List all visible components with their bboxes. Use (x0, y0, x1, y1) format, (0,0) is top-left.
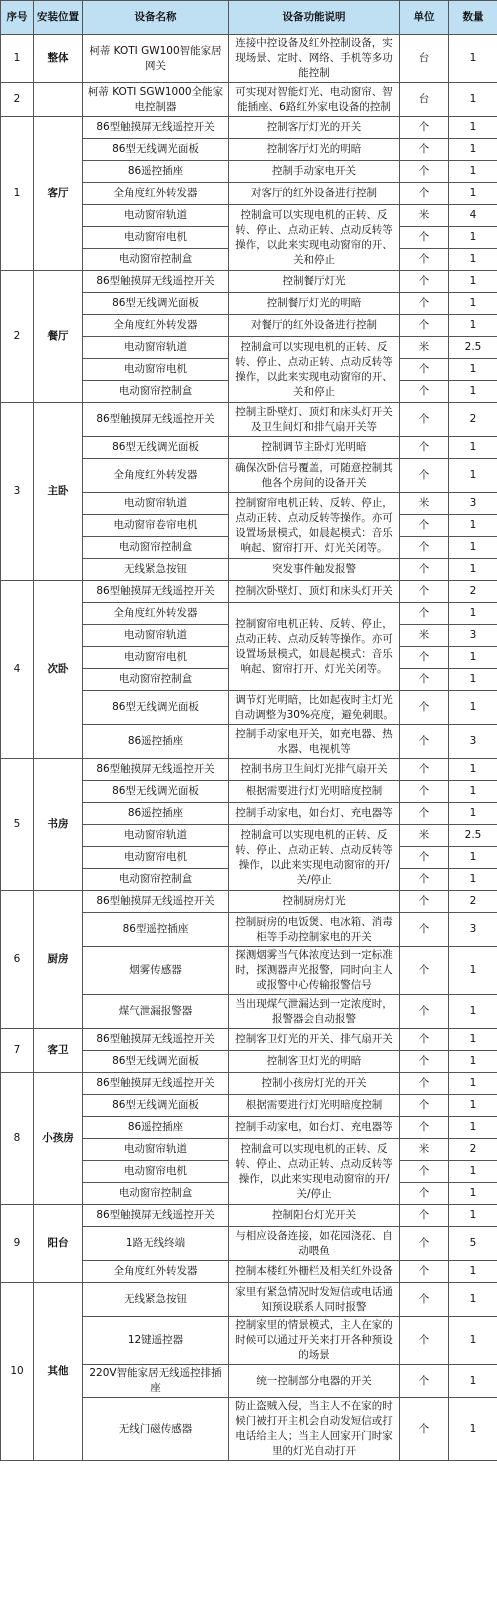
quantity: 1 (449, 559, 497, 581)
device-name: 电动窗帘电机 (83, 227, 229, 249)
quantity: 1 (449, 437, 497, 459)
install-location: 次卧 (34, 581, 83, 759)
device-function: 控制盒可以实现电机的正转、反转、停止、点动正转、点动反转等操作，以此来实现电动窗帘的开/关/停止 (229, 1139, 400, 1205)
unit: 个 (400, 759, 449, 781)
unit: 米 (400, 1139, 449, 1161)
header-unit: 单位 (400, 1, 449, 35)
device-function: 控制小孩房灯光的开关 (229, 1073, 400, 1095)
row-number: 2 (1, 271, 34, 403)
quantity: 1 (449, 1117, 497, 1139)
quantity: 2.5 (449, 337, 497, 359)
device-function: 控制本楼红外栅栏及相关红外设备 (229, 1261, 400, 1283)
quantity: 1 (449, 1398, 497, 1461)
unit: 个 (400, 459, 449, 493)
device-function: 控制次卧壁灯、顶灯和床头灯开关 (229, 581, 400, 603)
device-name: 86型触摸屏无线遥控开关 (83, 891, 229, 913)
quantity: 1 (449, 759, 497, 781)
device-name: 全角度红外转发器 (83, 183, 229, 205)
device-name: 电动窗帘控制盒 (83, 1183, 229, 1205)
device-function: 统一控制部分电器的开关 (229, 1365, 400, 1398)
device-name: 86型无线调光面板 (83, 1051, 229, 1073)
device-name: 86型无线调光面板 (83, 139, 229, 161)
header-quantity: 数量 (449, 1, 497, 35)
row-number: 10 (1, 1283, 34, 1461)
row-number: 1 (1, 35, 34, 83)
table-row (1, 891, 497, 913)
quantity: 1 (449, 359, 497, 381)
device-name: 煤气泄漏报警器 (83, 995, 229, 1029)
unit: 个 (400, 249, 449, 271)
install-location (34, 83, 83, 117)
quantity: 2 (449, 891, 497, 913)
quantity: 1 (449, 1029, 497, 1051)
device-function: 控制客厅灯光的明暗 (229, 139, 400, 161)
device-function: 控制客厅灯光的开关 (229, 117, 400, 139)
quantity: 5 (449, 1227, 497, 1261)
quantity: 1 (449, 515, 497, 537)
table-body (1, 35, 497, 1461)
device-function: 当出现煤气泄漏达到一定浓度时，报警器会自动报警 (229, 995, 400, 1029)
quantity: 1 (449, 803, 497, 825)
device-function: 控制盒可以实现电机的正转、反转、停止、点动正转、点动反转等操作，以此来实现电动窗帘的开、关和停止 (229, 205, 400, 271)
device-name: 220V智能家居无线遥控排插座 (83, 1365, 229, 1398)
unit: 个 (400, 647, 449, 669)
quantity: 1 (449, 647, 497, 669)
device-name: 无线门磁传感器 (83, 1398, 229, 1461)
quantity: 1 (449, 249, 497, 271)
device-name: 电动窗帘电机 (83, 359, 229, 381)
device-function: 根据需要进行灯光明暗度控制 (229, 1095, 400, 1117)
device-name: 电动窗帘轨道 (83, 1139, 229, 1161)
quantity: 1 (449, 1365, 497, 1398)
unit: 个 (400, 1117, 449, 1139)
device-function: 控制主卧壁灯、顶灯和床头灯开关及卫生间灯和排气扇开关等 (229, 403, 400, 437)
device-name: 86型无线调光面板 (83, 437, 229, 459)
device-function: 家里有紧急情况时发短信或电话通知预设联系人同时报警 (229, 1283, 400, 1317)
device-name: 86遥控插座 (83, 1117, 229, 1139)
quantity: 1 (449, 35, 497, 83)
device-function: 控制调节主卧灯光明暗 (229, 437, 400, 459)
quantity: 1 (449, 161, 497, 183)
unit: 个 (400, 515, 449, 537)
unit: 个 (400, 1227, 449, 1261)
unit: 个 (400, 139, 449, 161)
device-name: 电动窗帘轨道 (83, 205, 229, 227)
device-name: 柯蒂 KOTI GW100智能家居网关 (83, 35, 229, 83)
unit: 个 (400, 437, 449, 459)
install-location: 其他 (34, 1283, 83, 1461)
device-name: 烟雾传感器 (83, 947, 229, 995)
unit: 个 (400, 1205, 449, 1227)
table-row (1, 1205, 497, 1227)
unit: 个 (400, 559, 449, 581)
unit: 个 (400, 359, 449, 381)
device-name: 无线紧急按钮 (83, 559, 229, 581)
quantity: 1 (449, 227, 497, 249)
device-name: 电动窗帘轨道 (83, 625, 229, 647)
row-number: 2 (1, 83, 34, 117)
device-name: 1路无线终端 (83, 1227, 229, 1261)
quantity: 3 (449, 625, 497, 647)
device-name: 电动窗帘轨道 (83, 337, 229, 359)
install-location: 餐厅 (34, 271, 83, 403)
unit: 个 (400, 315, 449, 337)
header-location: 安装位置 (34, 1, 83, 35)
unit: 米 (400, 337, 449, 359)
unit: 个 (400, 581, 449, 603)
unit: 台 (400, 35, 449, 83)
unit: 个 (400, 803, 449, 825)
device-name: 86型触摸屏无线遥控开关 (83, 117, 229, 139)
unit: 个 (400, 403, 449, 437)
device-function: 控制客卫灯光的明暗 (229, 1051, 400, 1073)
device-name: 86型遥控插座 (83, 913, 229, 947)
device-name: 86遥控插座 (83, 725, 229, 759)
device-function: 探测烟雾当气体浓度达到一定标准时，探测器声光报警，同时向主人或报警中心传输报警信号 (229, 947, 400, 995)
quantity: 1 (449, 459, 497, 493)
table-row (1, 1073, 497, 1095)
quantity: 1 (449, 1183, 497, 1205)
unit: 个 (400, 117, 449, 139)
device-name: 全角度红外转发器 (83, 315, 229, 337)
device-name: 电动窗帘轨道 (83, 825, 229, 847)
device-function: 控制客卫灯光的开关、排气扇开关 (229, 1029, 400, 1051)
quantity: 1 (449, 781, 497, 803)
table-row (1, 1283, 497, 1317)
install-location: 客卫 (34, 1029, 83, 1073)
quantity: 1 (449, 603, 497, 625)
unit: 个 (400, 847, 449, 869)
device-function: 控制书房卫生间灯光排气扇开关 (229, 759, 400, 781)
device-function: 控制窗帘电机正转、反转、停止，点动正转、点动反转等操作。亦可设置场景模式，如晨起模式：音乐响起、窗帘打开、灯光关闭等。 (229, 603, 400, 691)
quantity: 1 (449, 1205, 497, 1227)
table-row (1, 759, 497, 781)
unit: 个 (400, 669, 449, 691)
device-name: 电动窗帘电机 (83, 647, 229, 669)
unit: 个 (400, 995, 449, 1029)
unit: 个 (400, 227, 449, 249)
quantity: 1 (449, 1073, 497, 1095)
install-location: 小孩房 (34, 1073, 83, 1205)
device-name: 86型触摸屏无线遥控开关 (83, 1205, 229, 1227)
quantity: 3 (449, 725, 497, 759)
device-function: 防止盗贼入侵，当主人不在家的时候门被打开主机会自动发短信或打电话给主人；当主人回家开门时家里的灯光自动打开 (229, 1398, 400, 1461)
device-function: 对餐厅的红外设备进行控制 (229, 315, 400, 337)
table-row (1, 35, 497, 83)
device-name: 86遥控插座 (83, 161, 229, 183)
device-name: 86型触摸屏无线遥控开关 (83, 1073, 229, 1095)
quantity: 1 (449, 293, 497, 315)
unit: 米 (400, 625, 449, 647)
device-name: 86型无线调光面板 (83, 1095, 229, 1117)
quantity: 1 (449, 1095, 497, 1117)
unit: 个 (400, 1261, 449, 1283)
unit: 台 (400, 83, 449, 117)
device-name: 全角度红外转发器 (83, 1261, 229, 1283)
quantity: 1 (449, 947, 497, 995)
device-function: 控制阳台灯光开关 (229, 1205, 400, 1227)
unit: 米 (400, 493, 449, 515)
quantity: 3 (449, 493, 497, 515)
quantity: 1 (449, 183, 497, 205)
table-row (1, 83, 497, 117)
unit: 个 (400, 271, 449, 293)
unit: 个 (400, 869, 449, 891)
device-name: 电动窗帘轨道 (83, 493, 229, 515)
device-function: 连接中控设备及红外控制设备，实现场景、定时、网络、手机等多功能控制 (229, 35, 400, 83)
install-location: 客厅 (34, 117, 83, 271)
row-number: 3 (1, 403, 34, 581)
device-function: 可实现对智能灯光、电动窗帘、智能插座、6路红外家电设备的控制 (229, 83, 400, 117)
device-name: 电动窗帘电机 (83, 847, 229, 869)
quantity: 1 (449, 537, 497, 559)
unit: 个 (400, 913, 449, 947)
device-name: 全角度红外转发器 (83, 603, 229, 625)
unit: 个 (400, 1051, 449, 1073)
quantity: 1 (449, 1161, 497, 1183)
row-number: 1 (1, 117, 34, 271)
device-name: 电动窗帘卷帘电机 (83, 515, 229, 537)
device-name: 86型触摸屏无线遥控开关 (83, 271, 229, 293)
quantity: 1 (449, 995, 497, 1029)
row-number: 6 (1, 891, 34, 1029)
device-name: 电动窗帘控制盒 (83, 537, 229, 559)
device-function: 控制手动家电，如台灯、充电器等 (229, 1117, 400, 1139)
device-name: 86型无线调光面板 (83, 781, 229, 803)
quantity: 2 (449, 1139, 497, 1161)
quantity: 1 (449, 139, 497, 161)
table-row (1, 1029, 497, 1051)
quantity: 2 (449, 403, 497, 437)
device-function: 确保次卧信号覆盖，可随意控制其他各个房间的设备开关 (229, 459, 400, 493)
row-number: 9 (1, 1205, 34, 1283)
unit: 个 (400, 1398, 449, 1461)
device-name: 12键遥控器 (83, 1317, 229, 1365)
device-function: 控制手动家电，如台灯、充电器等 (229, 803, 400, 825)
quantity: 1 (449, 869, 497, 891)
quantity: 3 (449, 913, 497, 947)
header-row (1, 1, 497, 35)
device-name: 86型触摸屏无线遥控开关 (83, 581, 229, 603)
quantity: 1 (449, 1283, 497, 1317)
unit: 个 (400, 1183, 449, 1205)
device-function: 控制家里的情景模式，主人在家的时候可以通过开关来打开各种预设的场景 (229, 1317, 400, 1365)
device-name: 电动窗帘控制盒 (83, 869, 229, 891)
device-name: 电动窗帘电机 (83, 1161, 229, 1183)
device-function: 控制餐厅灯光的明暗 (229, 293, 400, 315)
device-name: 柯蒂 KOTI SGW1000全能家电控制器 (83, 83, 229, 117)
device-function: 控制窗帘电机正转、反转、停止，点动正转、点动反转等操作。亦可设置场景模式，如晨起模式：音乐响起、窗帘打开、灯光关闭等。 (229, 493, 400, 559)
device-function: 控制手动家电开关，如充电器、热水器、电视机等 (229, 725, 400, 759)
install-location: 书房 (34, 759, 83, 891)
unit: 个 (400, 603, 449, 625)
unit: 个 (400, 183, 449, 205)
install-location: 阳台 (34, 1205, 83, 1283)
unit: 个 (400, 781, 449, 803)
device-name: 全角度红外转发器 (83, 459, 229, 493)
quantity: 1 (449, 1051, 497, 1073)
quantity: 1 (449, 83, 497, 117)
unit: 个 (400, 1317, 449, 1365)
device-name: 86型触摸屏无线遥控开关 (83, 1029, 229, 1051)
unit: 个 (400, 1095, 449, 1117)
unit: 个 (400, 891, 449, 913)
unit: 个 (400, 1161, 449, 1183)
table-row (1, 403, 497, 437)
device-name: 86型触摸屏无线遥控开关 (83, 403, 229, 437)
quantity: 4 (449, 205, 497, 227)
install-location: 主卧 (34, 403, 83, 581)
header-no: 序号 (1, 1, 34, 35)
quantity: 1 (449, 271, 497, 293)
device-function: 控制手动家电开关 (229, 161, 400, 183)
device-function: 控制厨房灯光 (229, 891, 400, 913)
unit: 米 (400, 205, 449, 227)
device-name: 86型触摸屏无线遥控开关 (83, 759, 229, 781)
device-function: 调节灯光明暗，比如起夜时主灯光自动调整为30%亮度，避免刺眼。 (229, 691, 400, 725)
device-name: 电动窗帘控制盒 (83, 249, 229, 271)
row-number: 4 (1, 581, 34, 759)
quantity: 2.5 (449, 825, 497, 847)
unit: 个 (400, 725, 449, 759)
table-row (1, 581, 497, 603)
unit: 个 (400, 381, 449, 403)
device-function: 对客厅的红外设备进行控制 (229, 183, 400, 205)
unit: 个 (400, 1073, 449, 1095)
install-location: 厨房 (34, 891, 83, 1029)
device-function: 突发事件触发报警 (229, 559, 400, 581)
quantity: 1 (449, 381, 497, 403)
unit: 个 (400, 293, 449, 315)
device-function: 控制盒可以实现电机的正转、反转、停止、点动正转、点动反转等操作，以此来实现电动窗帘的开、关和停止 (229, 337, 400, 403)
install-location: 整体 (34, 35, 83, 83)
row-number: 8 (1, 1073, 34, 1205)
quantity: 1 (449, 669, 497, 691)
unit: 个 (400, 1365, 449, 1398)
device-name: 86型无线调光面板 (83, 293, 229, 315)
device-function: 根据需要进行灯光明暗度控制 (229, 781, 400, 803)
device-name: 无线紧急按钮 (83, 1283, 229, 1317)
quantity: 2 (449, 581, 497, 603)
quantity: 1 (449, 1317, 497, 1365)
quantity: 1 (449, 691, 497, 725)
quantity: 1 (449, 847, 497, 869)
row-number: 7 (1, 1029, 34, 1073)
unit: 个 (400, 947, 449, 995)
header-device-name: 设备名称 (83, 1, 229, 35)
quantity: 1 (449, 1261, 497, 1283)
row-number: 5 (1, 759, 34, 891)
device-function: 控制厨房的电饭煲、电冰箱、消毒柜等手动控制家电的开关 (229, 913, 400, 947)
table-row (1, 271, 497, 293)
unit: 个 (400, 1283, 449, 1317)
unit: 个 (400, 537, 449, 559)
quantity: 1 (449, 117, 497, 139)
device-name: 86遥控插座 (83, 803, 229, 825)
device-name: 电动窗帘控制盒 (83, 669, 229, 691)
device-name: 86型无线调光面板 (83, 691, 229, 725)
table-row (1, 117, 497, 139)
device-function: 控制盒可以实现电机的正转、反转、停止、点动正转、点动反转等操作，以此来实现电动窗帘的开/关/停止 (229, 825, 400, 891)
unit: 个 (400, 161, 449, 183)
unit: 个 (400, 1029, 449, 1051)
header-function: 设备功能说明 (229, 1, 400, 35)
device-function: 控制餐厅灯光 (229, 271, 400, 293)
device-name: 电动窗帘控制盒 (83, 381, 229, 403)
unit: 米 (400, 825, 449, 847)
quantity: 1 (449, 315, 497, 337)
unit: 个 (400, 691, 449, 725)
device-function: 与相应设备连接，如花园浇花、自动喂鱼 (229, 1227, 400, 1261)
